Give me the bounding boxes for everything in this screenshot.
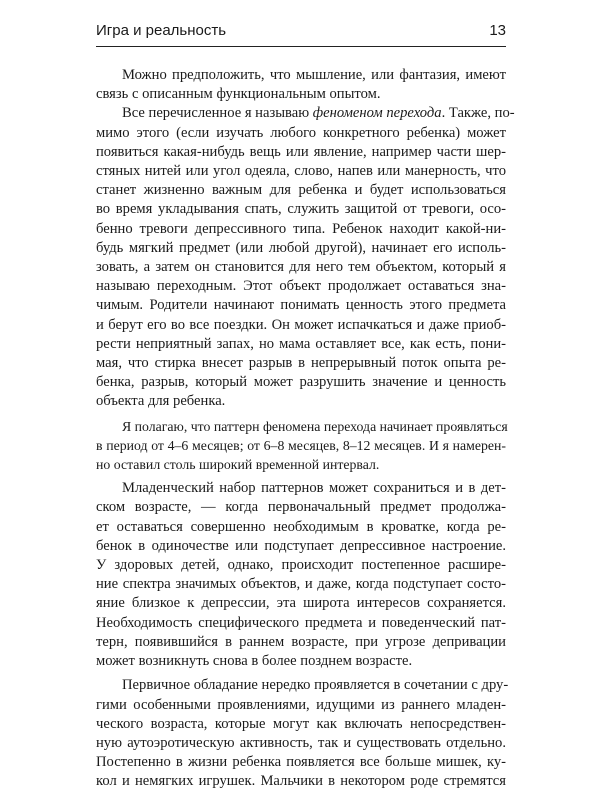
running-head [96, 22, 506, 44]
text-line: рести неприятный запах, но мама оставляет все, как есть, пони- [96, 335, 506, 352]
paragraph [96, 104, 515, 411]
paragraph [96, 676, 509, 791]
emphasis-term: феноменом перехода [312, 105, 442, 122]
text-line: и берут его во все поездки. Он может испачкаться и даже приоб- [96, 316, 506, 333]
text-line: ние спектра значимых объектов, и даже, когда подступает состо- [96, 576, 506, 593]
paragraph [96, 66, 506, 104]
text-line: Необходимость специфического предмета и поведенческий пат- [96, 614, 506, 631]
text-line: гими особенными проявлениями, идущими из раннего младен- [96, 696, 506, 713]
text-line: терн, появившийся в раннем возрасте, при угрозе депривации [96, 633, 506, 650]
text-line: но оставил столь широкий временной интервал. [96, 457, 380, 473]
text-line: Можно предположить, что мышление, или фантазия, имеют [122, 67, 506, 83]
text-line: связь с описанным функциональным опытом. [96, 86, 381, 103]
text-line: ском возрасте, — когда первоначальный предмет продолжа- [96, 499, 506, 516]
running-head-title: Игра и реальность [96, 22, 227, 39]
text-line: появиться какая-нибудь вещь или явление, например части шер- [96, 143, 506, 160]
paragraph [96, 479, 506, 671]
text-line: мимо этого (если изучать любого конкретного ребенка) может [96, 124, 506, 141]
body-text [96, 66, 515, 792]
page-number: 13 [489, 22, 506, 39]
text-run: Все перечисленное я называю [122, 105, 313, 122]
text-line: стяных нитей или угол одеяла, слово, напев или манерность, что [96, 163, 506, 180]
text-line: бенно тревоги депрессивного типа. Ребенок находит какой-ни- [96, 220, 506, 237]
text-line: во время укладывания спать, служить защитой от тревоги, осо- [96, 201, 506, 218]
text-run: . Также, по- [441, 105, 515, 122]
text-line: называю переходным. Этот объект продолжает оставаться зна- [96, 278, 506, 295]
text-line: в период от 4–6 месяцев; от 6–8 месяцев, 8–12 месяцев. И я намерен- [96, 437, 506, 453]
text-line [96, 104, 515, 123]
text-line: ческого возраста, которые могут как включать непосредствен- [96, 715, 506, 732]
text-line: ную аутоэротическую активность, так и существовать отдельно. [96, 734, 506, 751]
text-line: может возникнуть снова в более позднем возрасте. [96, 653, 413, 670]
text-line: зовать, а затем он становится для него тем объектом, который я [96, 259, 506, 276]
text-line: объекта для ребенка. [96, 393, 226, 410]
text-line: бенок в одиночестве или подступает депрессивное настроение. [96, 537, 506, 554]
text-line: мая, что стирка внесет разрыв в непрерывный поток опыта ре- [96, 355, 506, 372]
text-line: чимым. Родители начинают понимать ценность этого предмета [96, 297, 506, 314]
text-line: ет оставаться совершенно необходимым в кроватке, когда ре- [96, 518, 506, 535]
text-line: Я полагаю, что паттерн феномена перехода начинает проявляться [122, 418, 508, 434]
text-line: Постепенно в жизни ребенка появляется все больше мишек, ку- [96, 754, 506, 771]
text-line: кол и немягких игрушек. Мальчики в некотором роде стремятся [96, 773, 506, 790]
text-line: бенка, разрыв, который может разрушить значение и ценность [96, 374, 506, 391]
text-line: будь мягкий предмет (или любой другой), начинает его исполь- [96, 239, 506, 256]
text-line: яние близкое к депрессии, эта широта интересов сохраняется. [96, 595, 506, 612]
text-line: Младенческий набор паттернов может сохраниться и в дет- [122, 480, 506, 497]
text-line: Первичное обладание нередко проявляется в сочетании с дру- [122, 677, 509, 694]
header-rule [96, 46, 506, 47]
text-line: станет жизненно важным для ребенка и будет использоваться [96, 182, 506, 199]
text-line: У здоровых детей, однако, происходит постепенное расшире- [96, 557, 506, 574]
paragraph [96, 417, 506, 475]
